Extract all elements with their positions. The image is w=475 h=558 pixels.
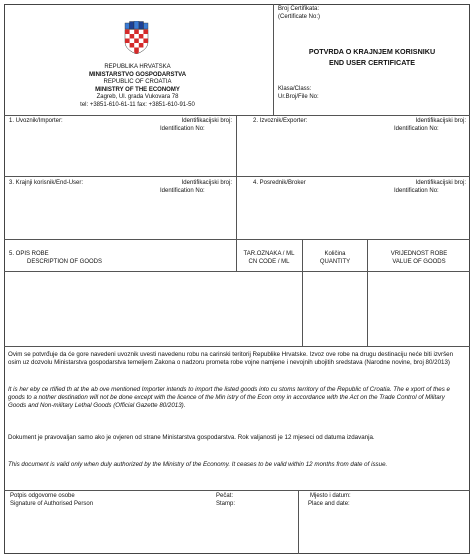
goods-header-divider-short <box>236 239 237 271</box>
file-no-label: Ur.Broj/File No: <box>278 93 319 100</box>
exporter-id[interactable] <box>394 118 466 133</box>
goods-description-label-hr: 5. OPIS ROBE <box>9 251 49 257</box>
title-hr: POTVRDA O KRAJNJEM KORISNIKU <box>308 47 436 56</box>
place-date-label-en: Place and date: <box>308 500 350 507</box>
croatian-coat-of-arms-icon <box>124 21 149 54</box>
place-date-field[interactable] <box>308 493 458 508</box>
certificate-number-label-hr: Broj Certifikata: <box>278 6 320 12</box>
importer-id-hr: Identifikacijski broj: <box>181 118 232 124</box>
end-user-field[interactable]: 3. Krajnji korisnik/End-User: <box>9 180 84 186</box>
value-header <box>368 251 470 266</box>
authority-line-3: REPUBLIC OF CROATIA <box>103 79 172 85</box>
broker-id[interactable] <box>394 180 466 195</box>
stamp-field[interactable] <box>216 493 286 508</box>
goods-description-input[interactable] <box>5 272 302 346</box>
authority-block <box>50 64 225 109</box>
divider-signature <box>4 490 470 491</box>
importer-id[interactable] <box>160 118 232 133</box>
end-user-id[interactable] <box>160 180 232 195</box>
divider-signature-mid <box>298 490 299 554</box>
class-file-field[interactable] <box>278 86 458 101</box>
exporter-id-hr: Identifikacijski broj: <box>415 118 466 124</box>
signature-field[interactable] <box>10 493 170 508</box>
authority-line-1: REPUBLIKA HRVATSKA <box>104 64 171 70</box>
signature-label-en: Signature of Authorised Person <box>10 500 94 507</box>
cn-code-header <box>236 251 302 266</box>
divider-row1 <box>4 176 470 177</box>
authority-line-6: tel: +3851-610-61-11 fax: +3851-610-91-50 <box>80 101 195 108</box>
exporter-id-en: Identification No: <box>394 125 439 132</box>
broker-id-en: Identification No: <box>394 187 439 194</box>
cn-code-label-hr: TAR.OZNAKA / ML <box>243 251 295 257</box>
divider-goods-end <box>4 346 470 347</box>
certificate-title <box>274 46 470 68</box>
importer-id-en: Identification No: <box>160 125 205 132</box>
value-input[interactable] <box>368 272 470 346</box>
validity-paragraph-hr: Dokument je pravovaljan samo ako je ovjeren od strane Ministarstva gospodarstva. Rok valjanosti je 12 mjeseci od datuma izdavanja. <box>8 434 375 441</box>
divider-row2 <box>4 239 470 240</box>
quantity-label-hr: Količina <box>324 251 346 257</box>
importer-field[interactable]: 1. Uvoznik/Importer: <box>9 118 63 124</box>
authority-line-5: Zagreb, Ul. grada Vukovara 78 <box>96 94 179 100</box>
value-label-en: VALUE OF GOODS <box>392 258 446 265</box>
value-label-hr: VRIJEDNOST ROBE <box>390 251 448 257</box>
stamp-label-hr: Pečat: <box>216 493 234 499</box>
certificate-number-label-en: (Certificate No:) <box>278 13 321 20</box>
validity-paragraph-en: This document is valid only when duly authorized by the Ministry of the Economy. It ceases to be valid within 12 months from date of issue. <box>8 461 388 468</box>
place-date-label-hr: Mjesto i datum: <box>310 493 351 499</box>
broker-id-hr: Identifikacijski broj: <box>415 180 466 186</box>
signature-label-hr: Potpis odgovorne osobe <box>10 493 75 499</box>
divider-parties-mid <box>236 115 237 239</box>
authority-line-4: MINISTRY OF THE ECONOMY <box>95 86 180 93</box>
declaration-paragraph-hr: Ovim se potvrđuje da će gore navedeni uvoznik uvesti navedenu robu na carinski teritorij Republike Hrvatske. Izvoz ove robe na drugu destinaciju neće biti izvršen osim uz dozvolu Ministarstva gospodarstva temeljem Zakona o nadzoru prometa robe vojne namjene i nevojnih ubojitih sredstava (Narodne novine, broj 80/2013) <box>8 351 454 367</box>
certificate-number-field[interactable] <box>278 6 458 21</box>
quantity-header <box>303 251 367 266</box>
authority-line-2: MINISTARSTVO GOSPODARSTVA <box>88 71 187 78</box>
end-user-id-hr: Identifikacijski broj: <box>181 180 232 186</box>
quantity-input[interactable] <box>303 272 367 346</box>
stamp-label-en: Stamp: <box>216 500 236 507</box>
divider-header <box>4 115 470 116</box>
declaration-paragraph-en: It is her eby ce rtified th at the ab ove mentioned Importer intends to import the listed goods into cu stoms territory of the Republic of Croatia. The e xport of thes e goods to a nother destination will not be done except with the licence of the Min istry of the Econ omy in accordance with the Act on the Trade Control of Military Goods and Non-military Lethal Goods (Official Gazette 80/2013). <box>8 386 450 410</box>
goods-description-header <box>9 251 209 266</box>
class-label: Klasa/Class: <box>278 86 312 92</box>
broker-field[interactable]: 4. Posrednik/Broker <box>253 180 306 186</box>
end-user-id-en: Identification No: <box>160 187 205 194</box>
cn-code-label-en: CN CODE / ML <box>248 258 290 265</box>
goods-description-label-en: DESCRIPTION OF GOODS <box>27 258 103 265</box>
title-en: END USER CERTIFICATE <box>328 58 416 67</box>
exporter-field[interactable]: 2. Izvoznik/Exporter: <box>253 118 308 124</box>
quantity-label-en: QUANTITY <box>319 258 351 265</box>
